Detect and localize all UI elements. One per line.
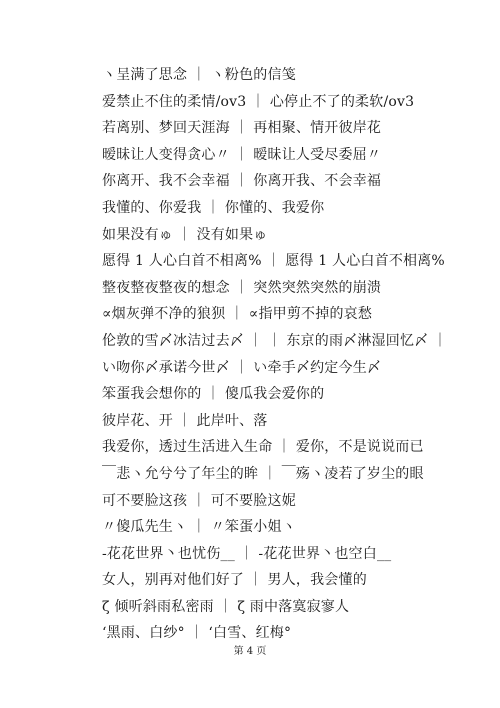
text-line: 伦敦的雪〆冰洁过去〆 ｜ ｜ 东京的雨〆淋湿回忆〆 ｜ [102,332,448,349]
text-line: い吻你〆承诺今世〆 ｜ い牵手〆约定今生〆 [102,359,382,376]
text-line: ζ 倾听斜雨私密雨 ｜ ζ 雨中落寞寂寥人 [102,598,350,615]
text-lines [102,62,462,647]
text-line: 可不要脸这孩 ｜ 可不要脸这妮 [102,492,296,509]
text-line: 整夜整夜整夜的想念 ｜ 突然突然突然的崩溃 [102,279,382,296]
text-line: 若离别、梦回天涯海 ｜ 再相聚、情开彼岸花 [102,120,382,137]
text-line: 愿得 1 人心白首不相离% ｜ 愿得 1 人心白首不相离% [102,253,445,270]
text-line: 我懂的、你爱我 ｜ 你懂的、我爱你 [102,199,325,216]
text-line: ヽ呈满了思念 ｜ ヽ粉色的信笺 [102,67,296,83]
text-line: 如果没有ゅ ｜ 没有如果ゅ [102,226,268,243]
text-line: ‘黑雨、白纱° ｜ ‘白雪、红梅° [102,625,292,642]
text-line: 〃傻瓜先生ヽ ｜ 〃笨蛋小姐ヽ [102,519,296,536]
text-line: 爱禁止不住的柔情/ov3 ｜ 心停止不了的柔软/ov3 [102,93,415,110]
page-number-footer: 第 4 页 [233,646,267,657]
text-line: 你离开、我不会幸福 ｜ 你离开我、不会幸福 [102,173,382,190]
text-line: -花花世界丶也忧伤__ ｜ -花花世界丶也空白__ [102,545,392,562]
text-line: 笨蛋我会想你的 ｜ 傻瓜我会爱你的 [102,386,325,403]
text-line: 彼岸花、开 ｜ 此岸叶、落 [102,412,268,429]
text-line: ￣悲ヽ允兮兮了年尘的眸 ｜ ￣殇ヽ凌若了岁尘的眼 [102,465,424,482]
text-line: ∝烟灰弹不净的狼狈 ｜ ∝指甲剪不掉的哀愁 [102,306,373,323]
text-line: 我爱你，透过生活进入生命 ｜ 爱你，不是说说而已 [102,439,424,456]
text-line: 暧昧让人变得贪心〃 ｜ 暧昧让人受尽委屈〃 [102,146,382,163]
text-line: 女人，别再对他们好了 ｜ 男人，我会懂的 [102,572,367,589]
